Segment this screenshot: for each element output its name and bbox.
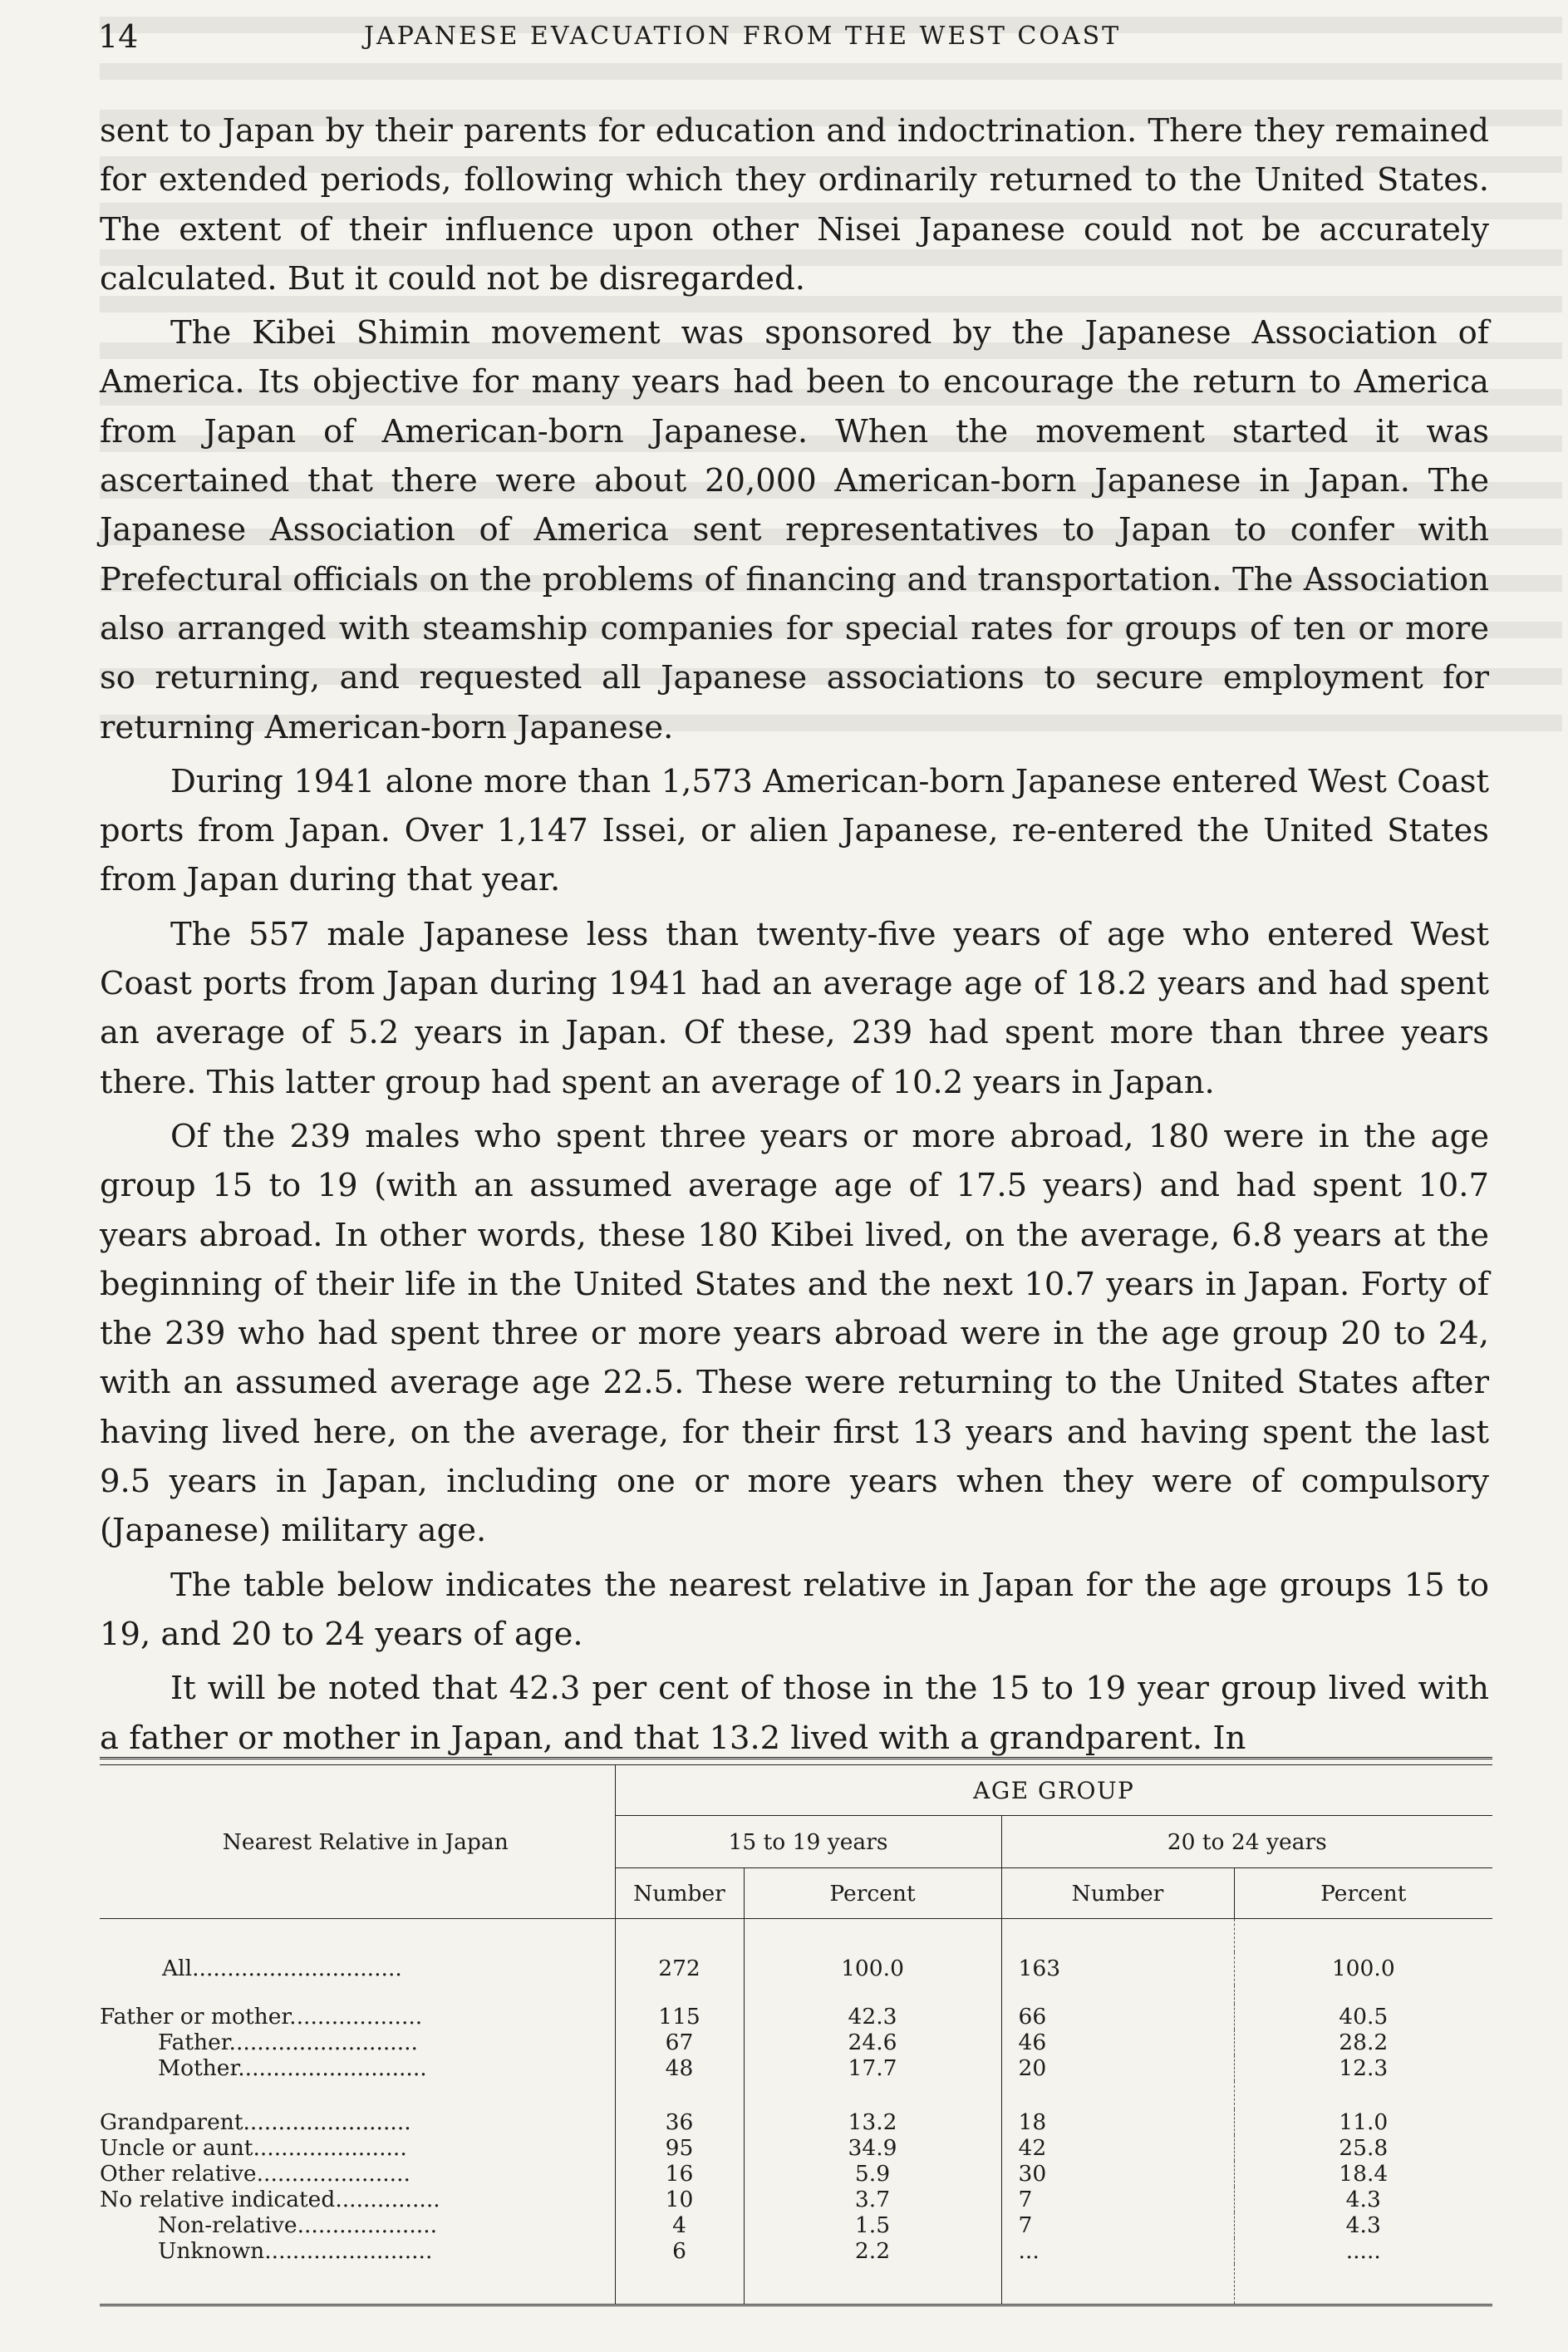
leader-dots: ........................... [229, 2029, 418, 2055]
leader-dots: ...................... [256, 2160, 410, 2187]
table-row [100, 2004, 1492, 2030]
table-row [100, 2030, 1492, 2055]
cell-percent-a: 5.9 [744, 2161, 1001, 2187]
col-number-a: Number [615, 1868, 744, 1919]
leader-dots: .................... [297, 2212, 438, 2238]
cell-percent-b: 40.5 [1234, 2004, 1492, 2030]
cell-number-b: 20 [1001, 2055, 1234, 2081]
table-row [100, 2238, 1492, 2264]
cell-percent-b: 25.8 [1234, 2135, 1492, 2161]
paragraph: It will be noted that 42.3 per cent of those in the 15 to 19 year group lived with a father or mother in Japan, and that 13.2 lived with a grandparent. In [100, 1670, 1489, 1757]
row-label: Non-relative [158, 2212, 297, 2238]
cell-percent-a: 3.7 [744, 2187, 1001, 2212]
cell-number-b: 66 [1001, 2004, 1234, 2030]
body-text [100, 106, 1489, 1768]
cell-number-a: 10 [615, 2187, 744, 2212]
running-title: JAPANESE EVACUATION FROM THE WEST COAST [364, 22, 1122, 51]
leader-dots: ........................ [243, 2108, 411, 2135]
cell-number-b: 18 [1001, 2109, 1234, 2135]
paragraph: The 557 male Japanese less than twenty-five years of age who entered West Coast ports from Japan during 1941 had an average age of 18.2 years and had spent an average of 5.2 years in Japan. Of these, 239 had spent more than three years there. This latter group had spent an average of 10.2 years in Japan. [100, 915, 1489, 1101]
row-label: Father [158, 2029, 229, 2055]
cell-number-b: 7 [1001, 2212, 1234, 2238]
cell-number-a: 4 [615, 2212, 744, 2238]
col-percent-a: Percent [744, 1868, 1001, 1919]
cell-percent-a: 1.5 [744, 2212, 1001, 2238]
cell-number-b: 163 [1001, 1952, 1234, 1985]
cell-number-a: 95 [615, 2135, 744, 2161]
row-label: Unknown [158, 2237, 265, 2264]
cell-percent-b: 18.4 [1234, 2161, 1492, 2187]
table-top-rule [100, 1757, 1492, 1765]
leader-dots: ...................... [253, 2134, 407, 2161]
cell-percent-b: 100.0 [1234, 1952, 1492, 1985]
table-row [100, 2055, 1492, 2081]
cell-percent-a: 17.7 [744, 2055, 1001, 2081]
cell-percent-b: 11.0 [1234, 2109, 1492, 2135]
cell-percent-b: 4.3 [1234, 2212, 1492, 2238]
cell-percent-b: 12.3 [1234, 2055, 1492, 2081]
col-percent-b: Percent [1234, 1868, 1492, 1919]
group-15-19-header: 15 to 19 years [615, 1816, 1001, 1868]
paragraph: The Kibei Shimin movement was sponsored by the Japanese Association of America. Its objective for many years had been to encourage the return to America from Japan of American-born Japanese. When the movement started it was ascertained that there were about 20,000 American-born Japanese in Japan. The Japanese Association of America sent representatives to Japan to confer with Prefectural officials on the problems of financing and transportation. The Association also arranged with steamship companies for special rates for groups of ten or more so returning, and requested all Japanese associations to secure employment for returning American-born Japanese. [100, 314, 1489, 746]
leader-dots: .............................. [192, 1956, 402, 1981]
cell-percent-a: 100.0 [744, 1952, 1001, 1985]
cell-number-a: 272 [615, 1952, 744, 1985]
cell-percent-a: 13.2 [744, 2109, 1001, 2135]
cell-number-b: 46 [1001, 2030, 1234, 2055]
table-row [100, 2161, 1492, 2187]
paragraph: The table below indicates the nearest relative in Japan for the age groups 15 to 19, and 20 to 24 years of age. [100, 1566, 1489, 1653]
cell-number-a: 36 [615, 2109, 744, 2135]
cell-percent-a: 2.2 [744, 2238, 1001, 2264]
table-row [100, 1952, 1492, 1985]
age-group-header: AGE GROUP [615, 1765, 1492, 1816]
cell-number-b: 30 [1001, 2161, 1234, 2187]
leader-dots: ........................ [264, 2237, 433, 2264]
cell-percent-a: 34.9 [744, 2135, 1001, 2161]
paragraph: sent to Japan by their parents for education and indoctrination. There they remained for extended periods, following which they ordinarily returned to the United States. The extent of their influence upon other Nisei Japanese could not be accurately calculated. But it could not be disregarded. [100, 112, 1489, 298]
cell-number-a: 67 [615, 2030, 744, 2055]
row-label: Other relative [100, 2160, 257, 2187]
cell-percent-b: 4.3 [1234, 2187, 1492, 2212]
cell-number-a: 6 [615, 2238, 744, 2264]
row-label: Father or mother [100, 2003, 290, 2030]
cell-percent-a: 42.3 [744, 2004, 1001, 2030]
page-number: 14 [98, 18, 139, 55]
table-row [100, 2135, 1492, 2161]
row-label: Grandparent [100, 2108, 243, 2135]
row-label: Uncle or aunt [100, 2134, 253, 2161]
cell-percent-a: 24.6 [744, 2030, 1001, 2055]
group-20-24-header: 20 to 24 years [1001, 1816, 1492, 1868]
table-row [100, 2109, 1492, 2135]
cell-percent-b: ..... [1234, 2238, 1492, 2264]
cell-number-a: 115 [615, 2004, 744, 2030]
row-label: All [162, 1956, 193, 1981]
leader-dots: ........................... [238, 2054, 427, 2081]
cell-number-a: 16 [615, 2161, 744, 2187]
table-row [100, 2212, 1492, 2238]
row-label: No relative indicated [100, 2186, 336, 2212]
cell-number-b: ... [1001, 2238, 1234, 2264]
row-label: Mother [158, 2054, 238, 2081]
paragraph: During 1941 alone more than 1,573 American-born Japanese entered West Coast ports from Japan. Over 1,147 Issei, or alien Japanese, re-entered the United States from Japan during that year. [100, 762, 1489, 899]
cell-percent-b: 28.2 [1234, 2030, 1492, 2055]
page-header [98, 18, 1486, 68]
leader-dots: ................... [289, 2003, 423, 2030]
cell-number-a: 48 [615, 2055, 744, 2081]
table-bottom-rule [100, 2304, 1492, 2310]
stub-header: Nearest Relative in Japan [222, 1828, 509, 1855]
table-row [100, 2187, 1492, 2212]
cell-number-b: 42 [1001, 2135, 1234, 2161]
cell-number-b: 7 [1001, 2187, 1234, 2212]
leader-dots: ............... [335, 2186, 440, 2212]
paragraph: Of the 239 males who spent three years or more abroad, 180 were in the age group 15 to 19 (with an assumed average age of 17.5 years) and had spent 10.7 years abroad. In other words, these 180 Kibei lived, on the average, 6.8 years at the beginning of their life in the United States and the next 10.7 years in Japan. Forty of the 239 who had spent three or more years abroad were in the age group 20 to 24, with an assumed average age 22.5. These were returning to the United States after having lived here, on the average, for their first 13 years and having spent the last 9.5 years in Japan, including one or more years when they were of compulsory (Japanese) military age. [100, 1117, 1489, 1550]
col-number-b: Number [1001, 1868, 1234, 1919]
relative-table [100, 1757, 1492, 2310]
